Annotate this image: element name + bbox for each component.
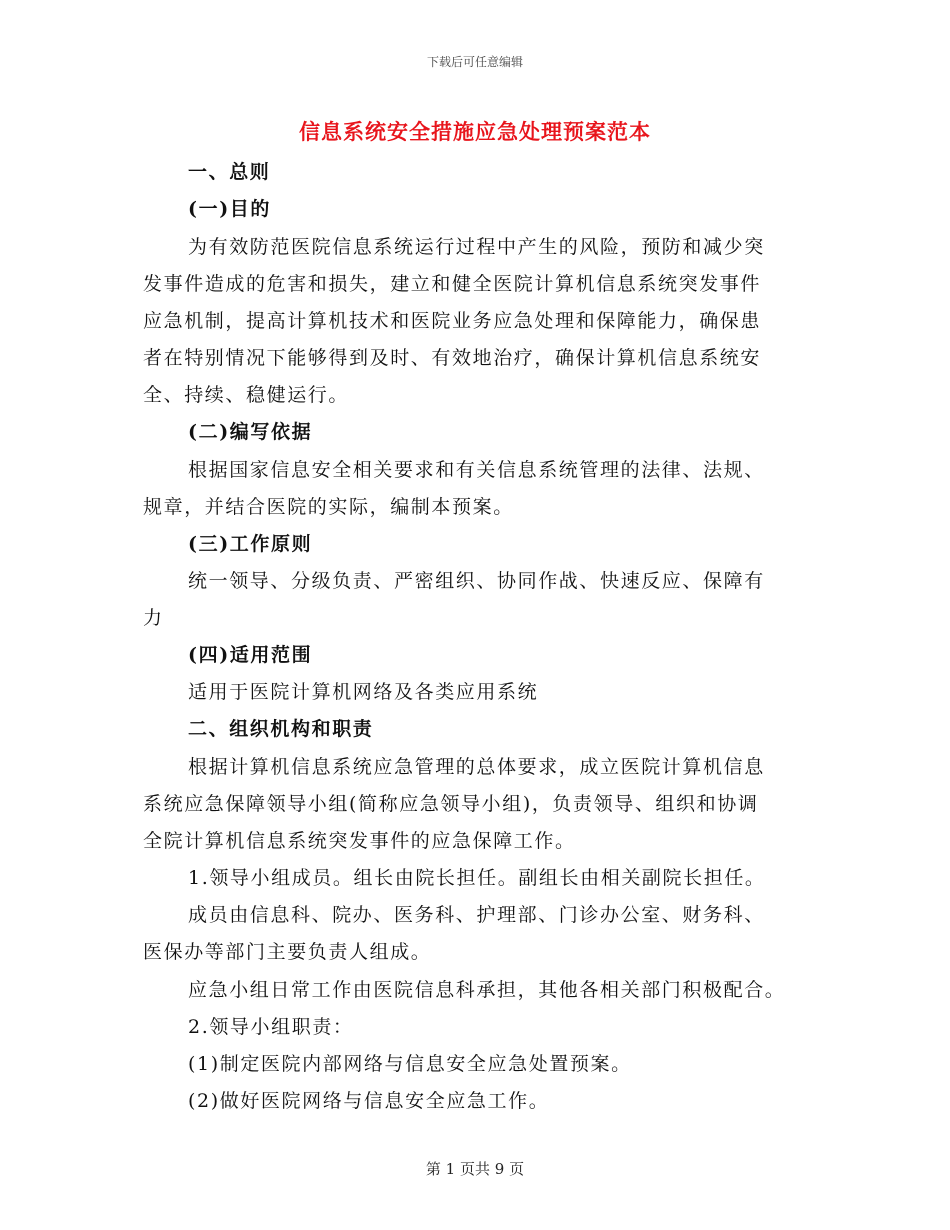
paragraph-line: 全院计算机信息系统突发事件的应急保障工作。	[143, 830, 576, 852]
subheading-principle: (三)工作原则	[188, 533, 313, 555]
paragraph-line: 根据计算机信息系统应急管理的总体要求，成立医院计算机信息	[188, 756, 765, 778]
paragraph-line: 适用于医院计算机网络及各类应用系统	[188, 681, 539, 703]
subheading-purpose: (一)目的	[188, 198, 271, 220]
paragraph-line: 根据国家信息安全相关要求和有关信息系统管理的法律、法规、	[188, 459, 765, 481]
subheading-scope: (四)适用范围	[188, 644, 313, 666]
paragraph-line: 应急机制，提高计算机技术和医院业务应急处理和保障能力，确保患	[143, 310, 762, 332]
paragraph-line: 力	[143, 607, 164, 629]
duties-heading: 2.领导小组职责：	[188, 1016, 354, 1038]
paragraph-line: 统一领导、分级负责、严密组织、协同作战、快速反应、保障有	[188, 570, 765, 592]
duty-item: (2)做好医院网络与信息安全应急工作。	[188, 1090, 550, 1112]
daily-work-line: 应急小组日常工作由医院信息科承担，其他各相关部门积极配合。	[188, 979, 786, 1001]
section-heading-organization: 二、组织机构和职责	[188, 718, 374, 740]
paragraph-line: 发事件造成的危害和损失，建立和健全医院计算机信息系统突发事件	[143, 273, 762, 295]
members-line: 1.领导小组成员。组长由院长担任。副组长由相关副院长担任。	[188, 867, 766, 889]
duty-item: (1)制定医院内部网络与信息安全应急处置预案。	[188, 1053, 632, 1075]
paragraph-line: 成员由信息科、院办、医务科、护理部、门诊办公室、财务科、	[188, 904, 765, 926]
document-title: 信息系统安全措施应急处理预案范本	[299, 119, 651, 144]
paragraph-line: 为有效防范医院信息系统运行过程中产生的风险，预防和减少突	[188, 236, 765, 258]
paragraph-line: 系统应急保障领导小组(简称应急领导小组)，负责领导、组织和协调	[143, 793, 759, 815]
page-number: 第 1 页共 9 页	[425, 1160, 525, 1178]
header-note: 下载后可任意编辑	[426, 55, 523, 69]
subheading-basis: (二)编写依据	[188, 421, 313, 443]
section-heading-general: 一、总则	[188, 161, 271, 183]
paragraph-line: 规章，并结合医院的实际，编制本预案。	[143, 496, 514, 518]
paragraph-line: 者在特别情况下能够得到及时、有效地治疗，确保计算机信息系统安	[143, 347, 762, 369]
paragraph-line: 全、持续、稳健运行。	[143, 384, 350, 406]
paragraph-line: 医保办等部门主要负责人组成。	[143, 941, 432, 963]
